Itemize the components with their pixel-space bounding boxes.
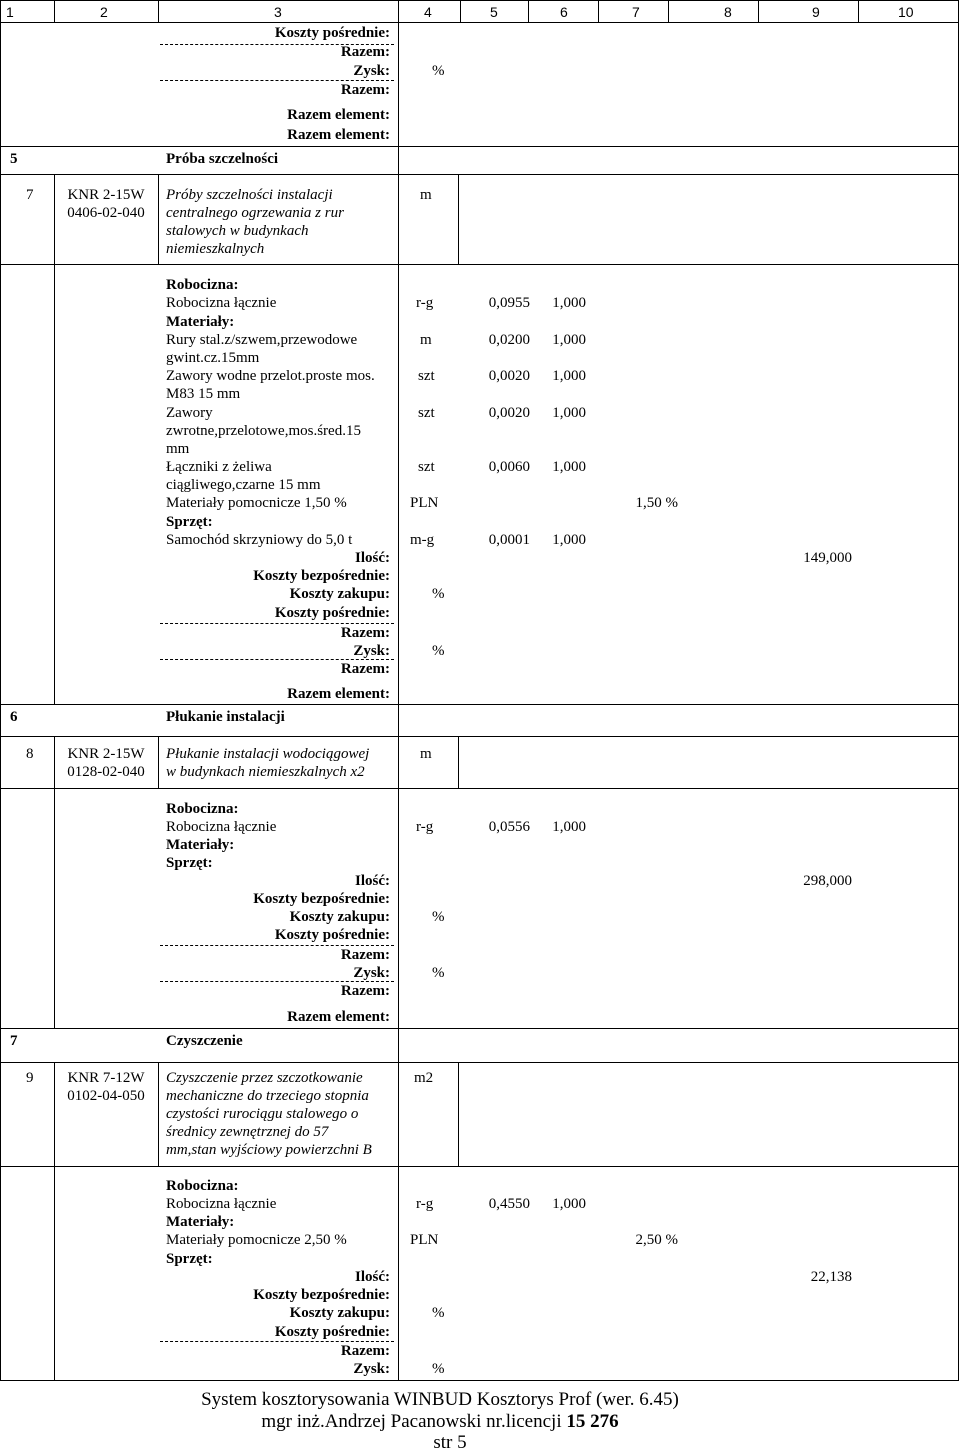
item-unit: m xyxy=(420,187,432,203)
item-description: Próby szczelności instalacji xyxy=(166,187,333,203)
header-col-1: 1 xyxy=(6,4,14,20)
resource-name: Robocizna łącznie xyxy=(166,295,277,311)
item-description: mm,stan wyjściowy powierzchni B xyxy=(166,1142,372,1158)
resource-unit: m xyxy=(420,332,432,348)
sprzet-heading: Sprzęt: xyxy=(166,514,213,530)
section-number: 7 xyxy=(10,1033,18,1049)
razem-element-label: Razem element: xyxy=(287,1009,390,1025)
ilosc-label: Ilość: xyxy=(355,550,390,566)
header-col-2: 2 xyxy=(100,4,108,20)
footer-license-text: mgr inż.Andrzej Pacanowski nr.licencji xyxy=(261,1411,567,1432)
item-code: 0406-02-040 xyxy=(67,205,145,221)
resource-coef: 1,000 xyxy=(552,405,586,421)
razem-label: Razem: xyxy=(340,661,390,677)
koszty-zakupu-label: Koszty zakupu: xyxy=(289,909,390,925)
sprzet-heading: Sprzęt: xyxy=(166,1251,213,1267)
resource-norm: 0,0955 xyxy=(488,295,530,311)
resource-name: ciągliwego,czarne 15 mm xyxy=(166,477,321,493)
footer-system-line: System kosztorysowania WINBUD Kosztorys Prof (wer. 6.45) xyxy=(201,1389,679,1410)
item-description: mechaniczne do trzeciego stopnia xyxy=(166,1088,369,1104)
section-number: 6 xyxy=(10,709,18,725)
resource-name: Samochód skrzyniowy do 5,0 t xyxy=(166,532,353,548)
item-description: Czyszczenie przez szczotkowanie xyxy=(166,1070,363,1086)
header-col-4: 4 xyxy=(424,4,432,20)
zysk-label: Zysk: xyxy=(353,643,390,659)
item-description: Płukanie instalacji wodociągowej xyxy=(166,746,370,762)
ilosc-value: 298,000 xyxy=(803,873,852,889)
razem-label: Razem: xyxy=(340,82,390,98)
header-col-7: 7 xyxy=(632,4,640,20)
robocizna-heading: Robocizna: xyxy=(166,1178,239,1194)
resource-unit: PLN xyxy=(410,1232,439,1248)
razem-element-label: Razem element: xyxy=(287,686,390,702)
razem-element-label: Razem element: xyxy=(287,127,390,143)
resource-unit: szt xyxy=(418,459,435,475)
item-code: KNR 2-15W xyxy=(67,187,145,203)
page-number: str 5 xyxy=(433,1432,467,1453)
resource-coef: 1,000 xyxy=(552,532,586,548)
item-unit: m xyxy=(420,746,432,762)
resource-name: gwint.cz.15mm xyxy=(166,350,260,366)
resource-name: zwrotne,przelotowe,mos.śred.15 xyxy=(166,423,361,439)
item-description: czystości rurociągu stalowego o xyxy=(166,1106,359,1122)
item-code: KNR 2-15W xyxy=(67,746,145,762)
item-description: centralnego ogrzewania z rur xyxy=(166,205,344,221)
koszty-posrednie-label: Koszty pośrednie: xyxy=(274,1324,390,1340)
koszty-zakupu-label: Koszty zakupu: xyxy=(289,1305,390,1321)
resource-name: Rury stal.z/szwem,przewodowe xyxy=(166,332,358,348)
item-description: stalowych w budynkach xyxy=(166,223,309,239)
razem-label: Razem: xyxy=(340,983,390,999)
item-lp: 9 xyxy=(26,1070,34,1086)
razem-label: Razem: xyxy=(340,44,390,60)
resource-name: Zawory wodne przelot.proste mos. xyxy=(166,368,375,384)
materialy-heading: Materiały: xyxy=(166,314,235,330)
item-lp: 8 xyxy=(26,746,34,762)
resource-coef: 1,000 xyxy=(552,819,586,835)
item-unit: m2 xyxy=(414,1070,434,1086)
resource-norm: 0,0556 xyxy=(488,819,530,835)
zysk-label: Zysk: xyxy=(353,1361,390,1377)
ilosc-label: Ilość: xyxy=(355,873,390,889)
item-description: niemieszkalnych xyxy=(166,241,265,257)
resource-percent: 1,50 % xyxy=(635,495,678,511)
koszty-zakupu-percent: % xyxy=(432,909,445,925)
robocizna-heading: Robocizna: xyxy=(166,801,239,817)
resource-name: Robocizna łącznie xyxy=(166,819,277,835)
table-border-right xyxy=(958,0,959,1380)
resource-coef: 1,000 xyxy=(552,368,586,384)
item-code: KNR 7-12W xyxy=(67,1070,145,1086)
footer-license-line xyxy=(0,1411,880,1433)
col-separator xyxy=(398,22,399,1380)
zysk-label: Zysk: xyxy=(353,965,390,981)
resource-unit: szt xyxy=(418,405,435,421)
razem-label: Razem: xyxy=(340,1343,390,1359)
resource-norm: 0,0060 xyxy=(488,459,530,475)
razem-label: Razem: xyxy=(340,947,390,963)
resource-percent: 2,50 % xyxy=(635,1232,678,1248)
resource-coef: 1,000 xyxy=(552,459,586,475)
header-col-5: 5 xyxy=(490,4,498,20)
resource-coef: 1,000 xyxy=(552,1196,586,1212)
header-row-line xyxy=(0,22,959,23)
zysk-percent: % xyxy=(432,643,445,659)
item-code: 0128-02-040 xyxy=(67,764,145,780)
koszty-posrednie-label: Koszty pośrednie: xyxy=(274,927,390,943)
zysk-label: Zysk: xyxy=(353,63,390,79)
item-lp: 7 xyxy=(26,187,34,203)
zysk-percent: % xyxy=(432,63,445,79)
resource-norm: 0,0200 xyxy=(488,332,530,348)
materialy-heading: Materiały: xyxy=(166,837,235,853)
resource-name: M83 15 mm xyxy=(166,386,241,402)
resource-norm: 0,0001 xyxy=(488,532,530,548)
resource-name: Zawory xyxy=(166,405,213,421)
resource-unit: PLN xyxy=(410,495,439,511)
header-col-10: 10 xyxy=(898,4,914,20)
razem-element-label: Razem element: xyxy=(287,107,390,123)
header-col-9: 9 xyxy=(812,4,820,20)
section-title: Próba szczelności xyxy=(166,151,279,167)
resource-coef: 1,000 xyxy=(552,295,586,311)
ilosc-label: Ilość: xyxy=(355,1269,390,1285)
resource-name: Robocizna łącznie xyxy=(166,1196,277,1212)
section-title: Płukanie instalacji xyxy=(166,709,285,725)
table-border-left xyxy=(0,0,1,1380)
resource-coef: 1,000 xyxy=(552,332,586,348)
resource-name: Materiały pomocnicze 1,50 % xyxy=(166,495,347,511)
resource-norm: 0,0020 xyxy=(488,368,530,384)
sprzet-heading: Sprzęt: xyxy=(166,855,213,871)
koszty-bezposrednie-label: Koszty bezpośrednie: xyxy=(253,1287,390,1303)
section-number: 5 xyxy=(10,151,18,167)
header-col-6: 6 xyxy=(560,4,568,20)
resource-unit: m-g xyxy=(410,532,435,548)
ilosc-value: 22,138 xyxy=(810,1269,852,1285)
koszty-posrednie-label: Koszty pośrednie: xyxy=(274,25,390,41)
robocizna-heading: Robocizna: xyxy=(166,277,239,293)
table-border-bottom xyxy=(0,1380,959,1381)
table-border-top xyxy=(0,0,959,1)
materialy-heading: Materiały: xyxy=(166,1214,235,1230)
ilosc-value: 149,000 xyxy=(803,550,852,566)
koszty-zakupu-percent: % xyxy=(432,1305,445,1321)
item-description: średnicy zewnętrznej do 57 xyxy=(166,1124,329,1140)
resource-unit: r-g xyxy=(416,295,434,311)
resource-name: Łączniki z żeliwa xyxy=(166,459,272,475)
koszty-zakupu-label: Koszty zakupu: xyxy=(289,586,390,602)
koszty-bezposrednie-label: Koszty bezpośrednie: xyxy=(253,568,390,584)
koszty-posrednie-label: Koszty pośrednie: xyxy=(274,605,390,621)
footer-license-number: 15 276 xyxy=(566,1411,619,1432)
zysk-percent: % xyxy=(432,1361,445,1377)
header-col-8: 8 xyxy=(724,4,732,20)
zysk-percent: % xyxy=(432,965,445,981)
section-title: Czyszczenie xyxy=(166,1033,243,1049)
resource-unit: r-g xyxy=(416,819,434,835)
header-col-3: 3 xyxy=(274,4,282,20)
koszty-bezposrednie-label: Koszty bezpośrednie: xyxy=(253,891,390,907)
resource-name: Materiały pomocnicze 2,50 % xyxy=(166,1232,347,1248)
resource-name: mm xyxy=(166,441,190,457)
resource-norm: 0,0020 xyxy=(488,405,530,421)
koszty-zakupu-percent: % xyxy=(432,586,445,602)
resource-unit: r-g xyxy=(416,1196,434,1212)
resource-unit: szt xyxy=(418,368,435,384)
item-code: 0102-04-050 xyxy=(67,1088,145,1104)
item-description: w budynkach niemieszkalnych x2 xyxy=(166,764,365,780)
resource-norm: 0,4550 xyxy=(488,1196,530,1212)
razem-label: Razem: xyxy=(340,625,390,641)
